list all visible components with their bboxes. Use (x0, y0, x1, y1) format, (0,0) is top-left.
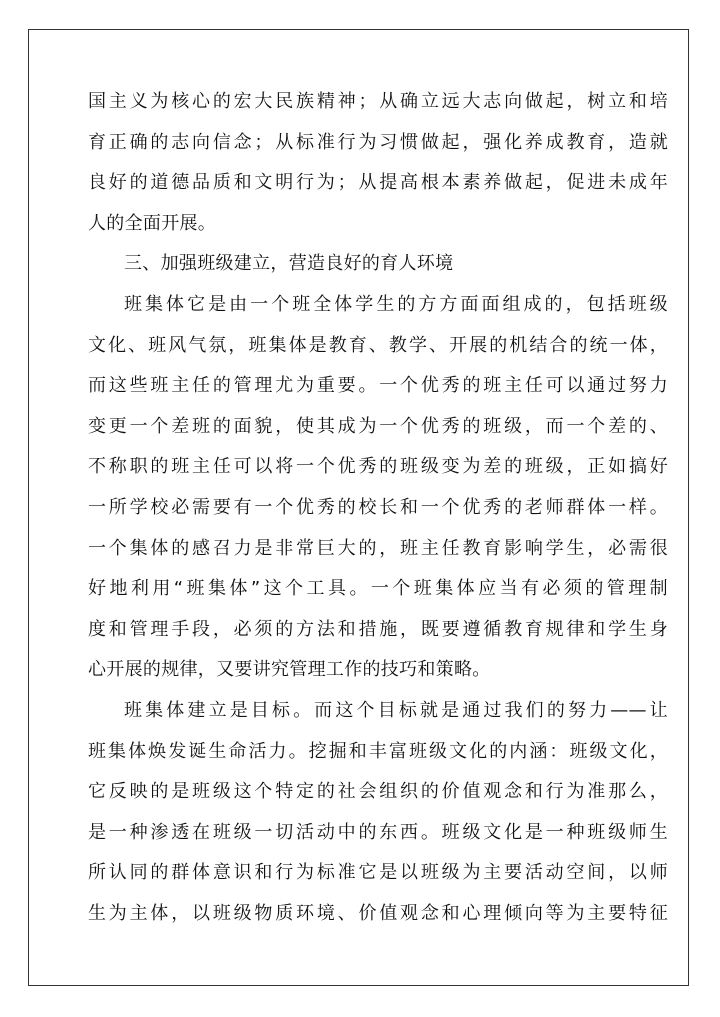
text-line: 班集体它是由一个班全体学生的方方面面组成的，包括班级 (124, 293, 668, 315)
text-line: 班集体建立是目标。而这个目标就是通过我们的努力——让 (124, 699, 668, 721)
text-line: 所认同的群体意识和行为标准它是以班级为主要活动空间，以师 (88, 862, 668, 884)
text-line: 是一种渗透在班级一切活动中的东西。班级文化是一种班级师生 (88, 821, 668, 843)
text-line: 而这些班主任的管理尤为重要。一个优秀的班主任可以通过努力 (88, 375, 668, 397)
text-line: 生为主体，以班级物质环境、价值观念和心理倾向等为主要特征 (88, 902, 668, 924)
text-line: 班集体焕发诞生命活力。挖掘和丰富班级文化的内涵：班级文化， (88, 740, 668, 762)
text-line: 一个集体的感召力是非常巨大的，班主任教育影响学生，必需很 (88, 537, 668, 559)
text-line: 变更一个差班的面貌，使其成为一个优秀的班级，而一个差的、 (88, 415, 668, 437)
text-line: 不称职的班主任可以将一个优秀的班级变为差的班级，正如搞好 (88, 456, 668, 478)
text-line: 育正确的志向信念；从标准行为习惯做起，强化养成教育，造就 (88, 131, 668, 153)
text-line: 人的全面开展。 (88, 212, 217, 234)
text-line: 文化、班风气氛，班集体是教育、教学、开展的机结合的统一体， (88, 334, 668, 356)
text-line: 心开展的规律，又要讲究管理工作的技巧和策略。 (88, 659, 491, 681)
text-line: 一所学校必需要有一个优秀的校长和一个优秀的老师群体一样。 (88, 496, 668, 518)
document-body (88, 82, 668, 934)
text-line: 国主义为核心的宏大民族精神；从确立远大志向做起，树立和培 (88, 91, 668, 112)
text-line: 度和管理手段，必须的方法和措施，既要遵循教育规律和学生身 (88, 618, 668, 640)
text-line: 良好的道德品质和文明行为；从提高根本素养做起，促进未成年 (88, 172, 668, 194)
text-line: 它反映的是班级这个特定的社会组织的价值观念和行为准那么， (88, 781, 668, 803)
section-heading: 三、加强班级建立，营造良好的育人环境 (124, 253, 454, 275)
text-line: 好地利用“班集体”这个工具。一个班集体应当有必须的管理制 (88, 578, 668, 600)
